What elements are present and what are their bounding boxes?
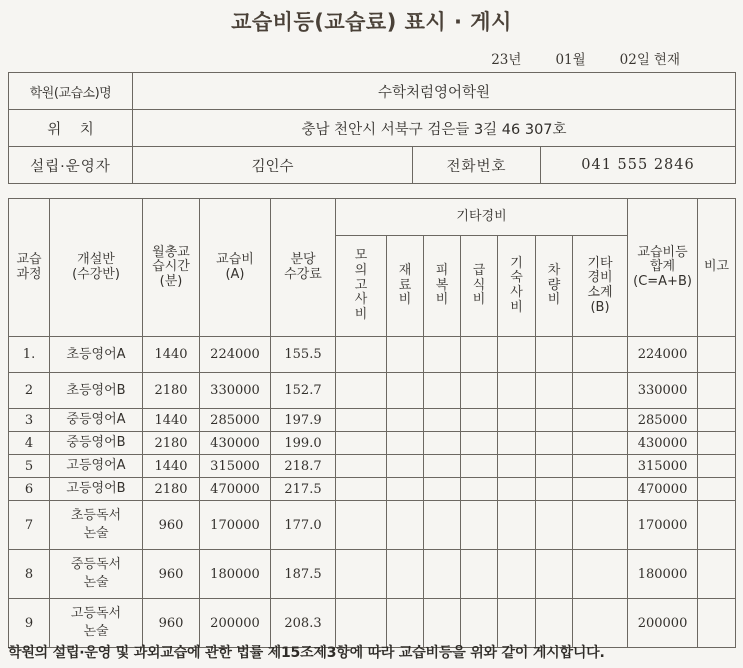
header-vehicle-text: 차량비: [547, 262, 561, 308]
cell-per-minute: 199.0: [271, 432, 336, 455]
date-suffix: 현재: [653, 52, 680, 68]
cell-tuition: 180000: [200, 550, 271, 599]
cell-per-minute: 197.9: [271, 409, 336, 432]
cell-per-minute: 177.0: [271, 501, 336, 550]
cell-mock-exam: [336, 550, 387, 599]
cell-total: 170000: [628, 501, 698, 550]
cell-meal: [461, 501, 498, 550]
cell-meal: [461, 550, 498, 599]
table-row: [9, 409, 736, 432]
cell-mock-exam: [336, 455, 387, 478]
cell-vehicle: [536, 455, 573, 478]
cell-per-minute: 155.5: [271, 337, 336, 373]
academy-info-table: [8, 72, 736, 184]
cell-meal: [461, 409, 498, 432]
cell-per-minute: 152.7: [271, 373, 336, 409]
cell-mock-exam: [336, 432, 387, 455]
cell-tuition: 315000: [200, 455, 271, 478]
cell-class-name: 초등영어A: [50, 337, 143, 373]
date-year: 23년: [491, 52, 522, 68]
cell-total: 224000: [628, 337, 698, 373]
cell-other-subtotal: [573, 550, 628, 599]
header-per-minute: [271, 199, 336, 337]
cell-tuition: 470000: [200, 478, 271, 501]
cell-remarks: [698, 478, 736, 501]
cell-clothing: [424, 599, 461, 648]
cell-remarks: [698, 501, 736, 550]
cell-tuition: 170000: [200, 501, 271, 550]
date-month: 01월: [555, 52, 586, 68]
phone-value: 041 555 2846: [541, 147, 736, 184]
table-row: [9, 337, 736, 373]
cell-total: 180000: [628, 550, 698, 599]
cell-dorm: [498, 409, 536, 432]
cell-no: 4: [9, 432, 50, 455]
header-monthly-minutes: [143, 199, 200, 337]
table-header-row-top: [9, 199, 736, 236]
cell-remarks: [698, 550, 736, 599]
cell-no: 8: [9, 550, 50, 599]
cell-material: [387, 409, 424, 432]
cell-other-subtotal: [573, 409, 628, 432]
table-row: [9, 455, 736, 478]
table-row: [9, 501, 736, 550]
cell-other-subtotal: [573, 337, 628, 373]
cell-clothing: [424, 409, 461, 432]
cell-dorm: [498, 337, 536, 373]
cell-material: [387, 599, 424, 648]
cell-total: 330000: [628, 373, 698, 409]
header-meal: [461, 236, 498, 337]
header-class-name: [50, 199, 143, 337]
cell-clothing: [424, 455, 461, 478]
cell-class-name: 초등영어B: [50, 373, 143, 409]
cell-per-minute: 218.7: [271, 455, 336, 478]
header-tuition-text: 교습비 (A): [216, 251, 254, 282]
cell-no: 1.: [9, 337, 50, 373]
cell-minutes: 2180: [143, 373, 200, 409]
cell-vehicle: [536, 432, 573, 455]
date-line: [0, 48, 735, 68]
cell-material: [387, 337, 424, 373]
cell-clothing: [424, 337, 461, 373]
header-clothing: [424, 236, 461, 337]
cell-tuition: 224000: [200, 337, 271, 373]
tuition-fee-table: [8, 198, 736, 648]
cell-dorm: [498, 599, 536, 648]
table-row: [9, 550, 736, 599]
cell-class-name: 중등영어B: [50, 432, 143, 455]
header-other-expenses-group: 기타경비: [336, 199, 628, 236]
cell-other-subtotal: [573, 455, 628, 478]
cell-remarks: [698, 409, 736, 432]
cell-meal: [461, 599, 498, 648]
cell-no: 3: [9, 409, 50, 432]
cell-remarks: [698, 432, 736, 455]
cell-vehicle: [536, 501, 573, 550]
cell-minutes: 1440: [143, 455, 200, 478]
cell-mock-exam: [336, 478, 387, 501]
cell-clothing: [424, 373, 461, 409]
cell-dorm: [498, 373, 536, 409]
cell-class-name: 고등영어B: [50, 478, 143, 501]
header-total-text: 교습비등 합계 (C=A+B): [633, 244, 692, 289]
cell-total: 315000: [628, 455, 698, 478]
header-dorm-text: 기숙사비: [510, 255, 523, 315]
location-value: 충남 천안시 서북구 검은들 3길 46 307호: [133, 110, 736, 147]
header-meal-text: 급식비: [472, 262, 486, 308]
table-body: [9, 337, 736, 648]
cell-dorm: [498, 501, 536, 550]
cell-minutes: 960: [143, 550, 200, 599]
location-label: 위 치: [9, 110, 133, 147]
cell-total: 285000: [628, 409, 698, 432]
date-day: 02일: [619, 52, 650, 68]
cell-per-minute: 208.3: [271, 599, 336, 648]
header-class-name-text: 개설반 (수강반): [72, 251, 120, 282]
cell-other-subtotal: [573, 373, 628, 409]
header-monthly-minutes-text: 월총교 습시간 (분): [152, 244, 190, 289]
cell-minutes: 2180: [143, 432, 200, 455]
cell-material: [387, 373, 424, 409]
header-other-subtotal: [573, 236, 628, 337]
table-row: [9, 599, 736, 648]
info-row-owner: [9, 147, 736, 184]
cell-remarks: [698, 455, 736, 478]
header-other-subtotal-text: 기타 경비 소계 (B): [587, 255, 613, 315]
owner-value: 김인수: [133, 147, 413, 184]
info-row-location: [9, 110, 736, 147]
header-mock-exam: [336, 236, 387, 337]
header-remarks: 비고: [698, 199, 736, 337]
table-row: [9, 432, 736, 455]
header-course-text: 교습 과정: [16, 251, 42, 282]
cell-vehicle: [536, 409, 573, 432]
table-row: [9, 373, 736, 409]
header-vehicle: [536, 236, 573, 337]
cell-meal: [461, 373, 498, 409]
cell-class-name: 중등독서 논술: [50, 550, 143, 599]
header-course: [9, 199, 50, 337]
cell-material: [387, 550, 424, 599]
header-material: [387, 236, 424, 337]
cell-minutes: 1440: [143, 337, 200, 373]
cell-other-subtotal: [573, 501, 628, 550]
header-material-text: 재료비: [398, 262, 412, 308]
cell-total: 430000: [628, 432, 698, 455]
cell-other-subtotal: [573, 478, 628, 501]
header-dorm: [498, 236, 536, 337]
cell-clothing: [424, 501, 461, 550]
cell-per-minute: 217.5: [271, 478, 336, 501]
phone-label: 전화번호: [413, 147, 541, 184]
cell-no: 2: [9, 373, 50, 409]
cell-clothing: [424, 432, 461, 455]
cell-tuition: 285000: [200, 409, 271, 432]
cell-other-subtotal: [573, 432, 628, 455]
header-per-minute-text: 분당 수강료: [284, 251, 322, 282]
cell-meal: [461, 337, 498, 373]
cell-dorm: [498, 455, 536, 478]
cell-dorm: [498, 478, 536, 501]
info-row-academy-name: [9, 73, 736, 110]
header-mock-exam-text: 모의고사비: [354, 248, 368, 323]
cell-dorm: [498, 550, 536, 599]
cell-class-name: 고등영어A: [50, 455, 143, 478]
cell-dorm: [498, 432, 536, 455]
cell-meal: [461, 432, 498, 455]
cell-mock-exam: [336, 599, 387, 648]
cell-other-subtotal: [573, 599, 628, 648]
owner-label: 설립·운영자: [9, 147, 133, 184]
cell-mock-exam: [336, 337, 387, 373]
cell-tuition: 430000: [200, 432, 271, 455]
cell-vehicle: [536, 478, 573, 501]
cell-per-minute: 187.5: [271, 550, 336, 599]
academy-name-label: 학원(교습소)명: [9, 73, 133, 110]
cell-no: 9: [9, 599, 50, 648]
cell-vehicle: [536, 550, 573, 599]
cell-material: [387, 478, 424, 501]
cell-remarks: [698, 337, 736, 373]
cell-meal: [461, 478, 498, 501]
cell-minutes: 1440: [143, 409, 200, 432]
cell-class-name: 중등영어A: [50, 409, 143, 432]
cell-class-name: 초등독서 논술: [50, 501, 143, 550]
cell-total: 200000: [628, 599, 698, 648]
cell-class-name: 고등독서 논술: [50, 599, 143, 648]
page-title: 교습비등(교습료) 표시 · 게시: [231, 10, 512, 34]
cell-minutes: 960: [143, 501, 200, 550]
legal-footer-note: 학원의 설립·운영 및 과외교습에 관한 법률 제15조제3항에 따라 교습비등을 위와 같이 게시합니다.: [8, 645, 605, 661]
cell-clothing: [424, 478, 461, 501]
cell-clothing: [424, 550, 461, 599]
cell-no: 6: [9, 478, 50, 501]
cell-material: [387, 501, 424, 550]
cell-no: 7: [9, 501, 50, 550]
cell-vehicle: [536, 337, 573, 373]
header-total: [628, 199, 698, 337]
cell-tuition: 200000: [200, 599, 271, 648]
academy-name-value: 수학처럼영어학원: [133, 73, 736, 110]
cell-mock-exam: [336, 373, 387, 409]
cell-minutes: 2180: [143, 478, 200, 501]
cell-vehicle: [536, 599, 573, 648]
table-row: [9, 478, 736, 501]
cell-tuition: 330000: [200, 373, 271, 409]
header-tuition: [200, 199, 271, 337]
cell-material: [387, 432, 424, 455]
cell-vehicle: [536, 373, 573, 409]
cell-mock-exam: [336, 501, 387, 550]
cell-total: 470000: [628, 478, 698, 501]
cell-remarks: [698, 599, 736, 648]
cell-no: 5: [9, 455, 50, 478]
cell-material: [387, 455, 424, 478]
cell-remarks: [698, 373, 736, 409]
cell-meal: [461, 455, 498, 478]
cell-minutes: 960: [143, 599, 200, 648]
header-clothing-text: 피복비: [435, 262, 449, 308]
cell-mock-exam: [336, 409, 387, 432]
